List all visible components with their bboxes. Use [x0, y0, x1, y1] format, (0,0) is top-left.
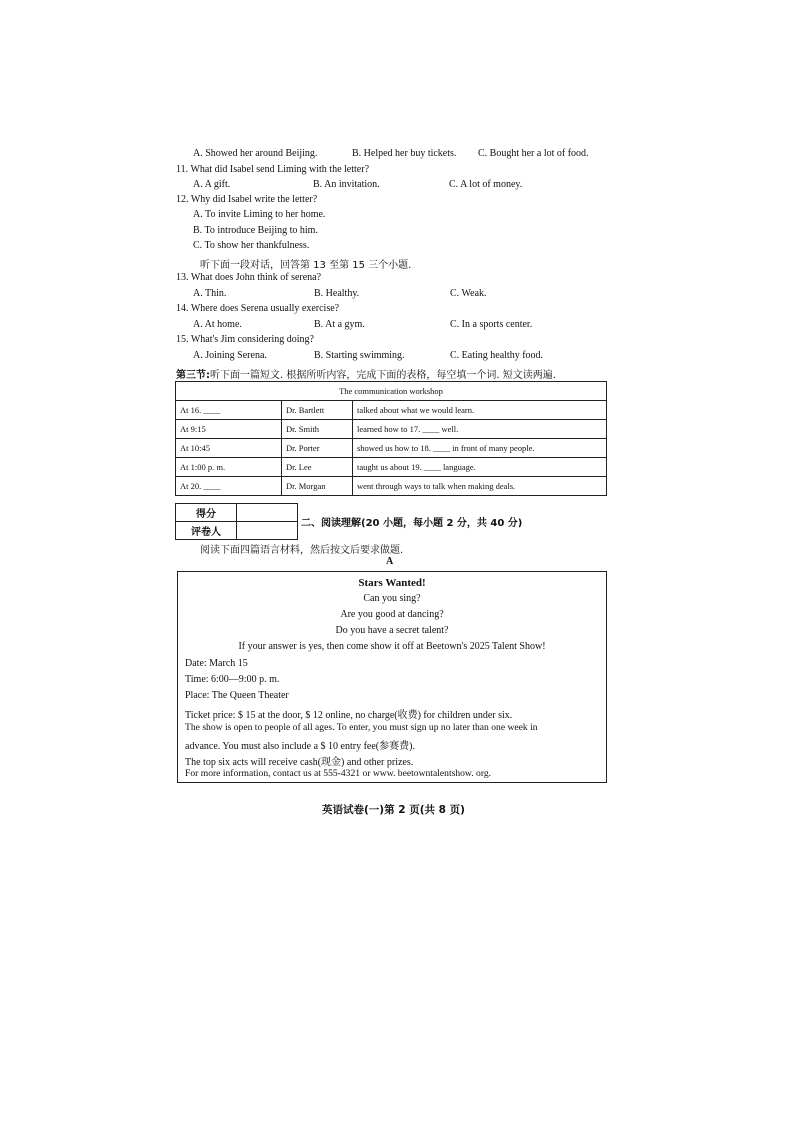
table-cell-time: At 9:15 — [176, 420, 282, 439]
section-3-text: 听下面一篇短文. 根据所听内容，完成下面的表格，每空填一个词. 短文读两遍. — [210, 370, 556, 381]
workshop-table-caption: The communication workshop — [176, 382, 607, 401]
advert-line-3: Do you have a secret talent? — [335, 625, 449, 636]
q15-option-c: C. Eating healthy food. — [450, 350, 544, 361]
table-cell-person: Dr. Bartlett — [282, 401, 353, 420]
advert-open-line-2: advance. You must also include a $ 10 entry fee(参赛费). — [185, 741, 415, 752]
advert-time: Time: 6:00—9:00 p. m. — [185, 674, 280, 685]
table-row — [176, 477, 607, 496]
workshop-table — [175, 381, 607, 496]
advert-place: Place: The Queen Theater — [185, 690, 289, 701]
score-box — [175, 503, 298, 540]
table-cell-time: At 20. ____ — [176, 477, 282, 496]
table-row — [176, 401, 607, 420]
part-2-instruction: 阅读下面四篇语言材料，然后按文后要求做题. — [200, 545, 404, 556]
table-cell-person: Dr. Porter — [282, 439, 353, 458]
advert-date: Date: March 15 — [185, 658, 248, 669]
advert-line-2: Are you good at dancing? — [340, 609, 444, 620]
table-cell-activity: learned how to 17. ____ well. — [353, 420, 607, 439]
q12-option-c: C. To show her thankfulness. — [193, 240, 310, 251]
dialogue-instruction: 听下面一段对话，回答第 13 至第 15 三个小题. — [200, 260, 412, 271]
q12-option-b: B. To introduce Beijing to him. — [193, 225, 318, 236]
table-row — [176, 420, 607, 439]
part-2-heading: 二、阅读理解(20 小题，每小题 2 分，共 40 分) — [301, 518, 523, 529]
q15-option-a: A. Joining Serena. — [193, 350, 267, 361]
advert-open-line-1: The show is open to people of all ages. To enter, you must sign up no later than one week in — [185, 722, 538, 733]
table-cell-activity: taught us about 19. ____ language. — [353, 458, 607, 477]
advert-line-1: Can you sing? — [363, 593, 421, 604]
advert-prize: The top six acts will receive cash(现金) and other prizes. — [185, 757, 414, 768]
table-row — [176, 458, 607, 477]
q10-option-b: B. Helped her buy tickets. — [352, 148, 457, 159]
score-value-field[interactable] — [237, 504, 298, 522]
question-12: 12. Why did Isabel write the letter? — [176, 194, 318, 205]
section-3-label: 第三节: — [176, 370, 210, 381]
grader-value-field[interactable] — [237, 522, 298, 540]
grader-label: 评卷人 — [176, 522, 237, 540]
question-15: 15. What's Jim considering doing? — [176, 334, 314, 345]
q14-option-c: C. In a sports center. — [450, 319, 533, 330]
table-cell-time: At 16. ____ — [176, 401, 282, 420]
passage-letter: A — [386, 556, 394, 567]
table-cell-activity: went through ways to talk when making deals. — [353, 477, 607, 496]
q14-option-a: A. At home. — [193, 319, 242, 330]
advert-ticket-price: Ticket price: $ 15 at the door, $ 12 online, no charge(收费) for children under six. — [185, 710, 513, 721]
q13-option-b: B. Healthy. — [314, 288, 360, 299]
advert-contact: For more information, contact us at 555-4321 or www. beetowntalentshow. org. — [185, 768, 492, 779]
advert-box — [177, 571, 607, 783]
page-footer: 英语试卷(一)第 2 页(共 8 页) — [322, 804, 465, 816]
table-cell-person: Dr. Smith — [282, 420, 353, 439]
advert-line-4: If your answer is yes, then come show it off at Beetown's 2025 Talent Show! — [238, 641, 546, 652]
q10-option-a: A. Showed her around Beijing. — [193, 148, 318, 159]
question-13: 13. What does John think of serena? — [176, 272, 322, 283]
question-14: 14. Where does Serena usually exercise? — [176, 303, 340, 314]
table-row — [176, 439, 607, 458]
q13-option-a: A. Thin. — [193, 288, 227, 299]
section-3-instruction — [176, 366, 556, 381]
q13-option-c: C. Weak. — [450, 288, 487, 299]
q15-option-b: B. Starting swimming. — [314, 350, 405, 361]
table-cell-activity: showed us how to 18. ____ in front of many people. — [353, 439, 607, 458]
table-cell-activity: talked about what we would learn. — [353, 401, 607, 420]
advert-title: Stars Wanted! — [358, 577, 426, 589]
score-label: 得分 — [176, 504, 237, 522]
table-cell-time: At 1:00 p. m. — [176, 458, 282, 477]
q11-option-a: A. A gift. — [193, 179, 231, 190]
question-11: 11. What did Isabel send Liming with the letter? — [176, 164, 370, 175]
q11-option-b: B. An invitation. — [313, 179, 380, 190]
table-cell-person: Dr. Morgan — [282, 477, 353, 496]
table-cell-person: Dr. Lee — [282, 458, 353, 477]
q14-option-b: B. At a gym. — [314, 319, 365, 330]
q10-option-c: C. Bought her a lot of food. — [478, 148, 589, 159]
q12-option-a: A. To invite Liming to her home. — [193, 209, 326, 220]
q11-option-c: C. A lot of money. — [449, 179, 523, 190]
table-cell-time: At 10:45 — [176, 439, 282, 458]
